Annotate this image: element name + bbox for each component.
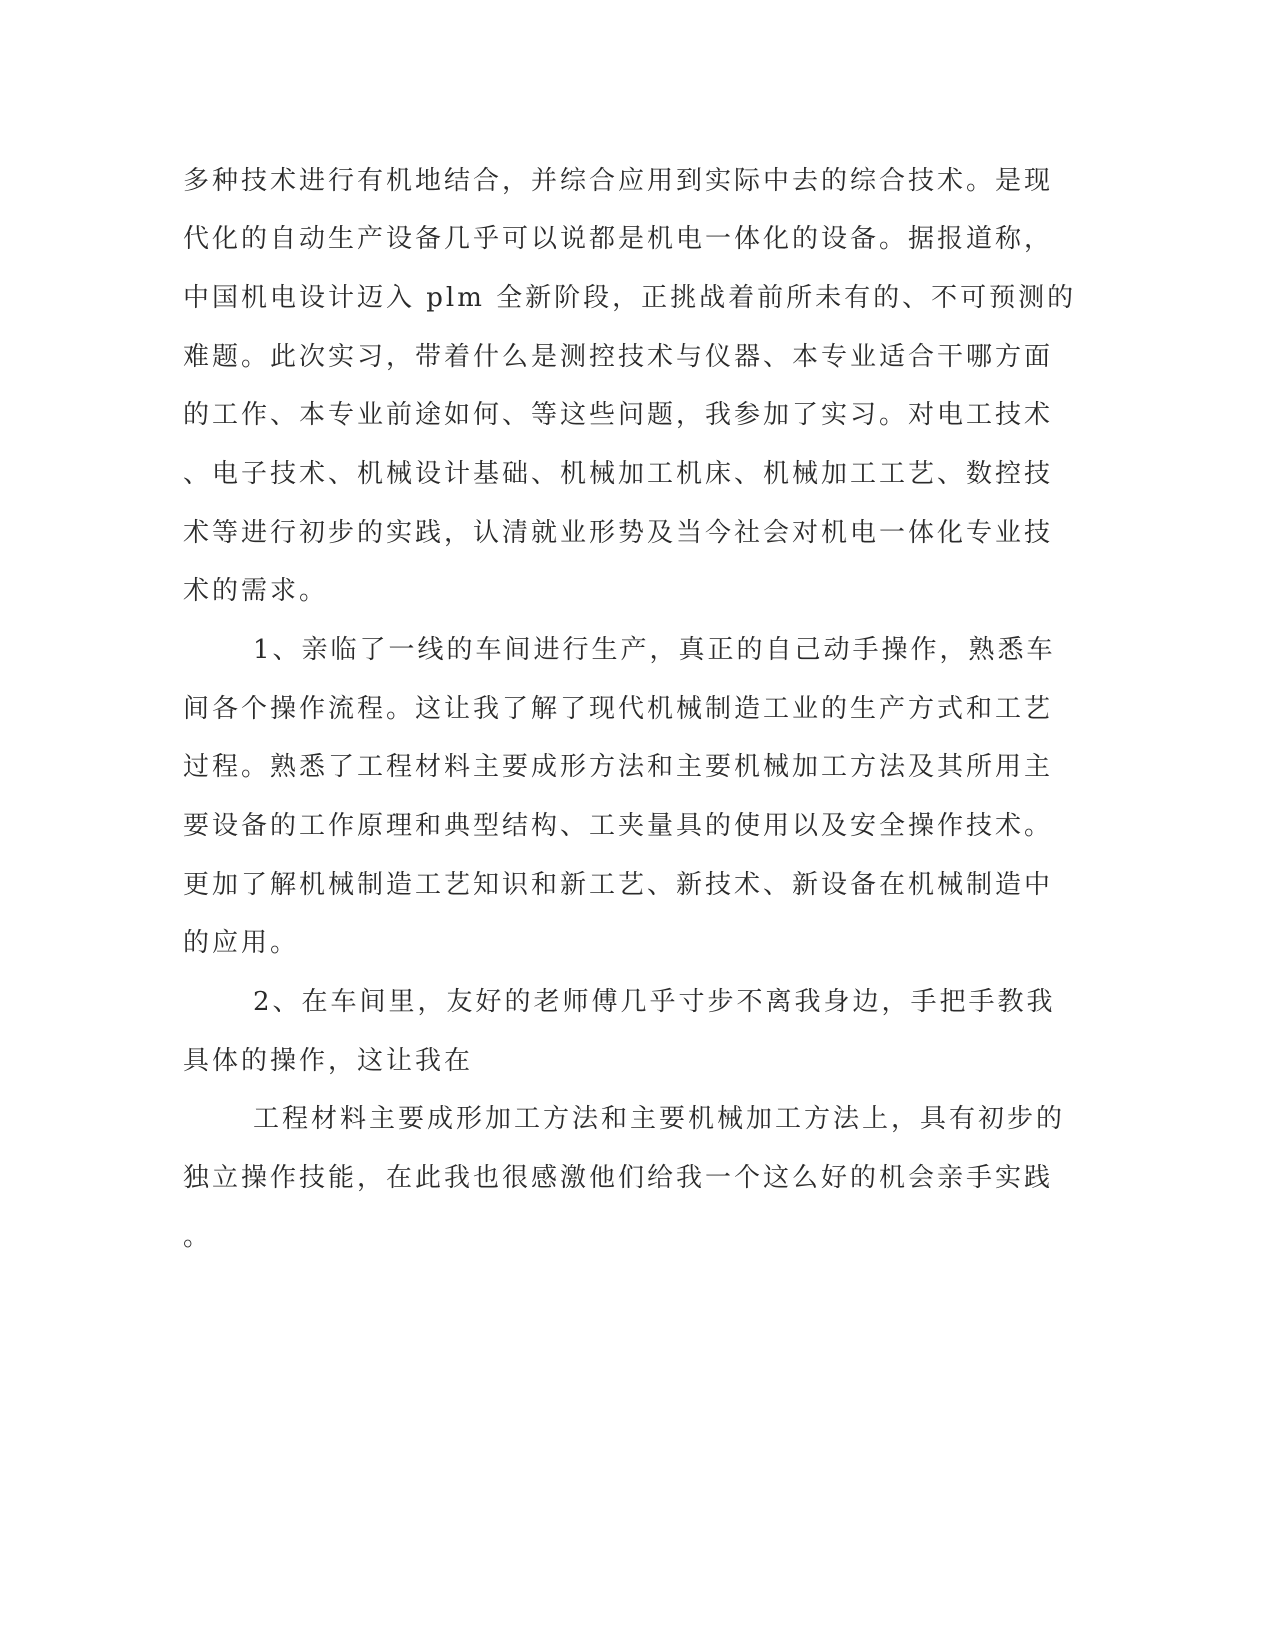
text-line: 多种技术进行有机地结合，并综合应用到实际中去的综合技术。是现	[183, 166, 1054, 196]
text-line: 代化的自动生产设备几乎可以说都是机电一体化的设备。据报道称，	[183, 224, 1054, 254]
text-line: 的工作、本专业前途如何、等这些问题，我参加了实习。对电工技术	[183, 400, 1054, 430]
paragraph-first-line: 2、在车间里，友好的老师傅几乎寸步不离我身边，手把手教我	[253, 987, 1056, 1017]
text-line: 术等进行初步的实践，认清就业形势及当今社会对机电一体化专业技	[183, 518, 1054, 548]
text-line: 间各个操作流程。这让我了解了现代机械制造工业的生产方式和工艺	[183, 694, 1054, 724]
text-line: 过程。熟悉了工程材料主要成形方法和主要机械加工方法及其所用主	[183, 752, 1054, 782]
text-line: 难题。此次实习，带着什么是测控技术与仪器、本专业适合干哪方面	[183, 342, 1054, 372]
text-line: 。	[183, 1222, 213, 1252]
text-line: 中国机电设计迈入 plm 全新阶段，正挑战着前所未有的、不可预测的	[183, 283, 1077, 313]
text-line: 更加了解机械制造工艺知识和新工艺、新技术、新设备在机械制造中	[183, 870, 1054, 900]
paragraph-first-line: 工程材料主要成形加工方法和主要机械加工方法上，具有初步的	[253, 1104, 1066, 1134]
text-line: 、电子技术、机械设计基础、机械加工机床、机械加工工艺、数控技	[183, 459, 1054, 489]
text-line: 的应用。	[183, 928, 300, 958]
text-line: 术的需求。	[183, 576, 329, 606]
paragraph-first-line: 1、亲临了一线的车间进行生产，真正的自己动手操作，熟悉车	[253, 635, 1056, 665]
text-line: 独立操作技能，在此我也很感激他们给我一个这么好的机会亲手实践	[183, 1163, 1054, 1193]
text-line: 具体的操作，这让我在	[183, 1046, 474, 1076]
text-line: 要设备的工作原理和典型结构、工夹量具的使用以及安全操作技术。	[183, 811, 1054, 841]
